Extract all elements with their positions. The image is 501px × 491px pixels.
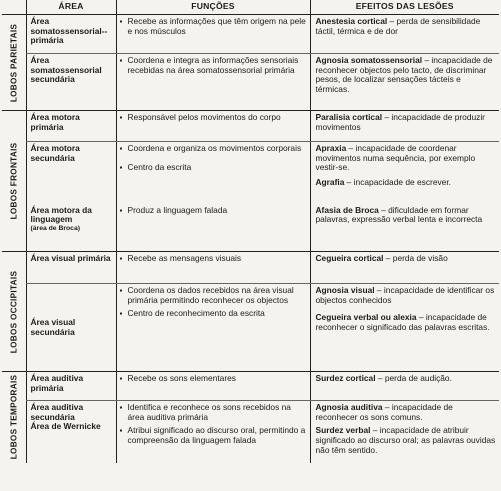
area-note: (área de Broca): [30, 224, 80, 232]
function-item: ▪ Centro de reconhecimento da escrita: [119, 308, 265, 319]
functions-cell: [116, 204, 310, 252]
effects-cell: Anestesia cortical – perda de sensibilidade táctil, térmica e de dor: [310, 15, 499, 54]
header-lobe: [2, 0, 26, 15]
area-cell: Área visual secundária: [26, 284, 116, 372]
table-row: [2, 372, 499, 401]
function-item: ▪ Coordena e organiza os movimentos corporais: [119, 143, 302, 153]
table-row: [2, 15, 499, 54]
functions-cell: [116, 142, 310, 204]
area-cell: Área motora secundária: [26, 142, 116, 204]
area-cell: Área auditiva secundária Área de Wernicke: [26, 401, 116, 463]
lobe-label-parietal: LOBOS PARIETAIS: [2, 15, 26, 111]
effects-cell: Surdez cortical – perda de audição.: [310, 372, 499, 401]
effects-cell: Cegueira cortical – perda de visão: [310, 252, 499, 284]
table-row: [2, 54, 499, 111]
function-item: ▪ Atribui significado ao discurso oral, permitindo a compreensão da linguagem falada: [119, 425, 306, 445]
function-item: ▪ Identifica e reconhece os sons recebidos na área auditiva primária: [119, 402, 291, 422]
brain-lobes-table: [2, 0, 499, 463]
table-row: [2, 111, 499, 142]
area-cell: Área somatossensorial--primária: [26, 15, 116, 54]
effects-cell: Paralisia cortical – incapacidade de produzir movimentos: [310, 111, 499, 142]
functions-cell: [116, 15, 310, 54]
functions-cell: [116, 372, 310, 401]
header-functions: FUNÇÕES: [116, 0, 310, 15]
effects-cell: Agnosia visual – incapacidade de identificar os objectos conhecidos Cegueira verbal ou alexia – incapacidade de reconhecer o significado das palavras escritas.: [310, 284, 499, 372]
table-row: [2, 142, 499, 204]
functions-cell: [116, 111, 310, 142]
lobe-label-temporal: LOBOS TEMPORAIS: [9, 374, 19, 460]
table-row: [2, 284, 499, 372]
functions-cell: [116, 54, 310, 111]
effects-cell: Afasia de Broca – dificuldade em formar palavras, expressão verbal lenta e incorrecta: [310, 204, 499, 252]
functions-cell: [116, 284, 310, 372]
effects-cell: Apraxia – incapacidade de coordenar movimentos numa sequência, por exemplo vestir-se. Agrafia – incapacidade de escrever.: [310, 142, 499, 204]
lobe-label-frontal: LOBOS FRONTAIS: [2, 111, 26, 252]
function-item: ▪ Recebe as mensagens visuais: [119, 253, 242, 263]
function-item: ▪ Recebe as informações que têm origem na pele e nos músculos: [119, 16, 306, 36]
function-item: ▪ Responsável pelos movimentos do corpo: [119, 112, 281, 122]
functions-cell: [116, 252, 310, 284]
header-effects: EFEITOS DAS LESÕES: [310, 0, 499, 15]
table-row: [2, 252, 499, 284]
table-row: [2, 204, 499, 252]
area-cell: Área auditiva primária: [26, 372, 116, 401]
functions-cell: [116, 401, 310, 463]
function-item: ▪ Centro da escrita: [119, 161, 192, 172]
header-row: [2, 0, 499, 15]
effects-cell: Agnosia auditiva – incapacidade de reconhecer os sons comuns. Surdez verbal – incapacidade de atribuir significado ao discurso oral; as palavras ouvidas não têm sentido.: [310, 401, 499, 463]
function-item: ▪ Recebe os sons elementares: [119, 373, 236, 383]
function-item: ▪ Coordena e integra as informações sensoriais recebidas na área somatossensorial primária: [119, 55, 299, 75]
table-row: [2, 401, 499, 463]
lobe-label-occipital: LOBOS OCCIPITAIS: [2, 252, 26, 372]
area-cell: Área motora primária: [26, 111, 116, 142]
area-cell: Área motora da linguagem (área de Broca): [26, 204, 116, 252]
function-item: ▪ Coordena os dados recebidos na área visual primária permitindo reconhecer os objectos: [119, 285, 294, 305]
area-cell: Área somatossensorial secundária: [26, 54, 116, 111]
function-item: ▪ Produz a linguagem falada: [119, 204, 228, 215]
effects-cell: Agnosia somatossensorial – incapacidade de reconhecer objectos pelo tacto, de discriminar pesos, de localizar sensações tácteis e térmicas.: [310, 54, 499, 111]
area-cell: Área visual primária: [26, 252, 116, 284]
header-area: ÁREA: [26, 0, 116, 15]
